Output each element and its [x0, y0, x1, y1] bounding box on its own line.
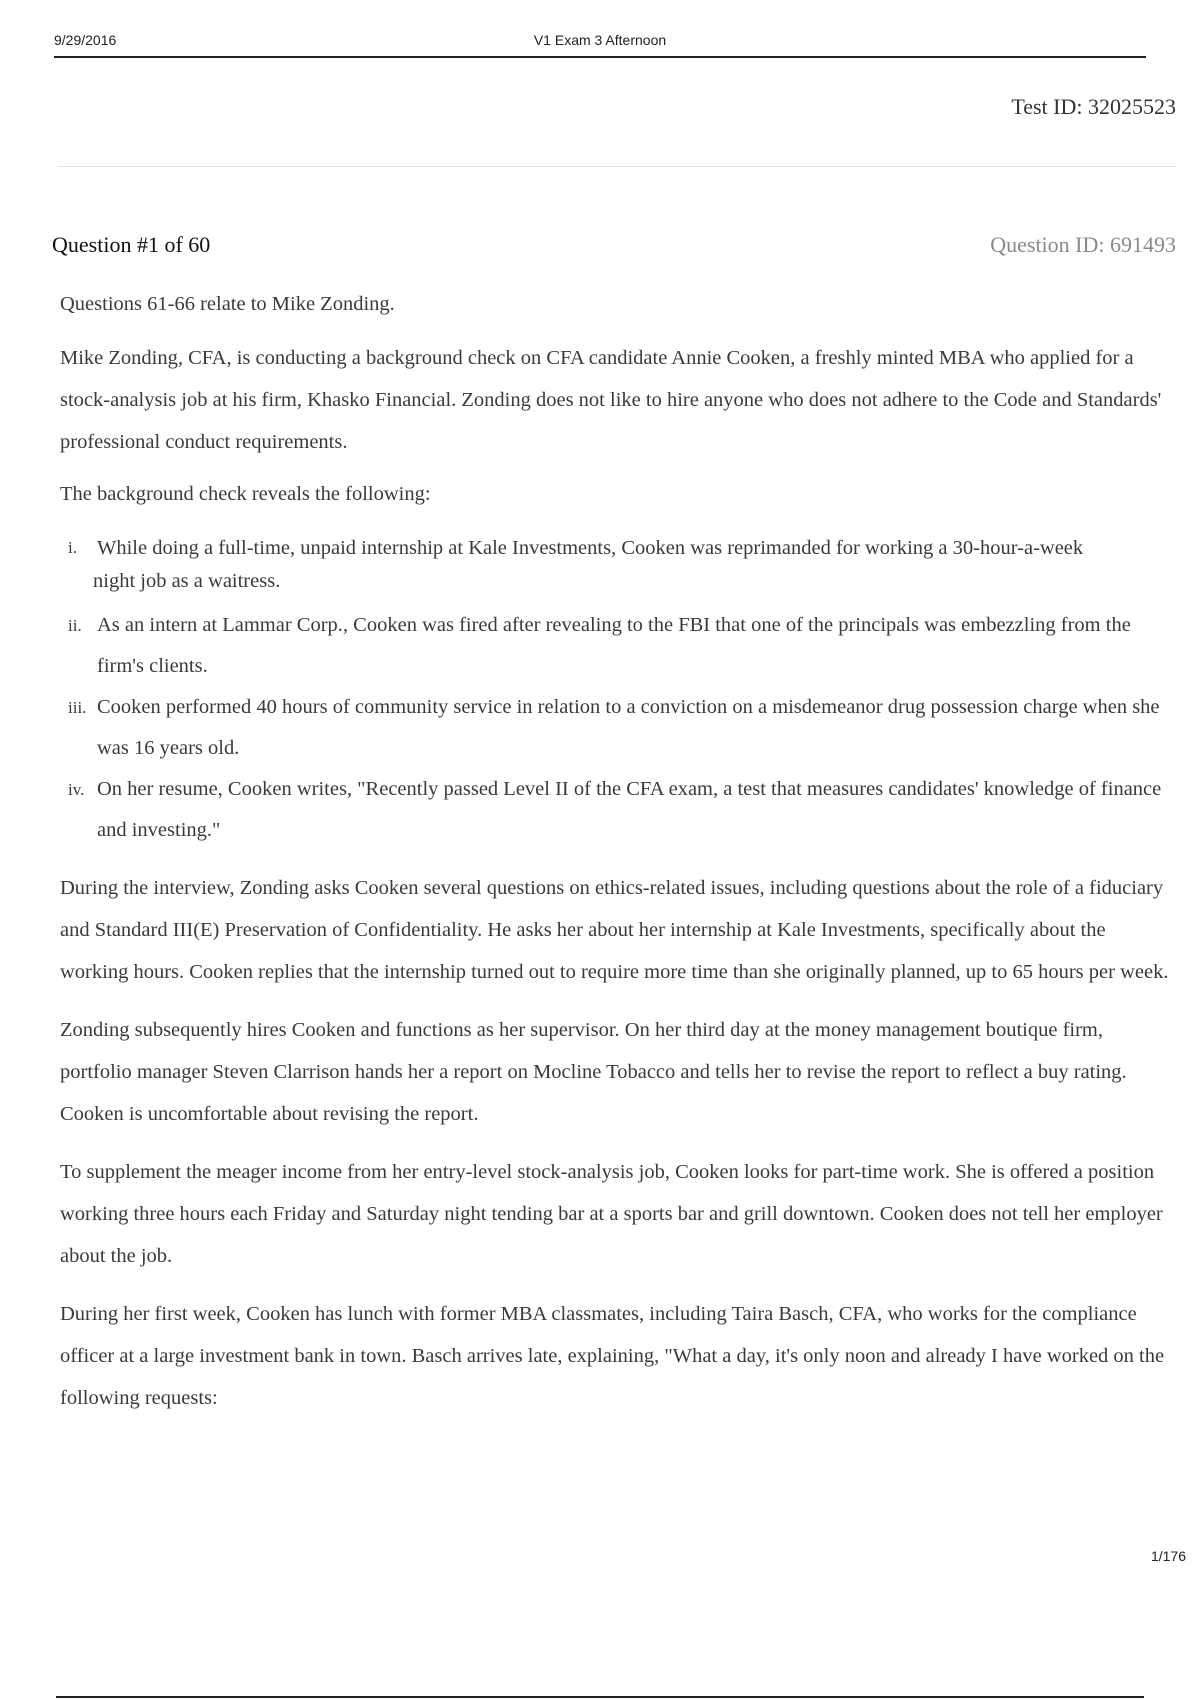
- lunch-paragraph: During her first week, Cooken has lunch with former MBA classmates, including Taira Basch, CFA, who works for the compliance officer at a large investment bank in town. Basch arrives late, explaining, "What a day, it's only noon and already I have worked on the following requests:: [60, 1303, 1165, 1409]
- question-number: Question #1 of 60: [52, 232, 211, 257]
- question-id: Question ID: 691493: [990, 232, 1176, 257]
- question-body: [60, 283, 1178, 1435]
- print-title: V1 Exam 3 Afternoon: [533, 32, 667, 48]
- print-date: 9/29/2016: [54, 32, 117, 48]
- list-item: [60, 527, 1178, 599]
- findings-lead: The background check reveals the following:: [60, 483, 431, 505]
- list-item: [60, 687, 1178, 769]
- interview-paragraph: During the interview, Zonding asks Cooken several questions on ethics-related issues, including questions about the role of a fiduciary and Standard III(E) Preservation of Confidentiality. He asks her about her internship at Kale Investments, specifically about the working hours. Cooken replies that the internship turned out to require more time than she originally planned, up to 65 hours per week.: [60, 877, 1169, 983]
- findings-list: [60, 527, 1178, 851]
- list-item: [60, 605, 1178, 687]
- intro-paragraph: Questions 61-66 relate to Mike Zonding.: [60, 293, 395, 315]
- list-item-text: While doing a full-time, unpaid internship at Kale Investments, Cooken was reprimanded for working a 30-hour-a-week: [97, 537, 1084, 559]
- list-item-continuation: night job as a waitress.: [93, 570, 281, 592]
- page-number: 1/176: [1150, 1548, 1186, 1564]
- hiring-paragraph: Zonding subsequently hires Cooken and functions as her supervisor. On her third day at the money management boutique firm, portfolio manager Steven Clarrison hands her a report on Mocline Tobacco and tells her to revise the report to reflect a buy rating. Cooken is uncomfortable about revising the report.: [60, 1019, 1127, 1125]
- part-time-paragraph: To supplement the meager income from her entry-level stock-analysis job, Cooken looks for part-time work. She is offered a position working three hours each Friday and Saturday night tending bar at a sports bar and grill downtown. Cooken does not tell her employer about the job.: [60, 1161, 1163, 1267]
- footer-rule: [56, 1696, 1144, 1698]
- list-marker: i.: [68, 538, 77, 557]
- list-item-text: Cooken performed 40 hours of community service in relation to a conviction on a misdemeanor drug possession charge when she was 16 years old.: [97, 696, 1160, 759]
- list-item-text: As an intern at Lammar Corp., Cooken was fired after revealing to the FBI that one of the principals was embezzling from the firm's clients.: [97, 614, 1131, 677]
- list-marker: ii.: [68, 616, 82, 635]
- divider: [58, 166, 1176, 167]
- test-id: Test ID: 32025523: [1011, 94, 1176, 119]
- background-paragraph: Mike Zonding, CFA, is conducting a background check on CFA candidate Annie Cooken, a freshly minted MBA who applied for a stock-analysis job at his firm, Khasko Financial. Zonding does not like to hire anyone who does not adhere to the Code and Standards' professional conduct requirements.: [60, 347, 1162, 453]
- print-header: [54, 28, 1146, 58]
- list-marker: iv.: [68, 780, 85, 799]
- list-marker: iii.: [68, 698, 87, 717]
- list-item: [60, 769, 1178, 851]
- list-item-text: On her resume, Cooken writes, "Recently passed Level II of the CFA exam, a test that measures candidates' knowledge of finance and investing.": [97, 778, 1162, 841]
